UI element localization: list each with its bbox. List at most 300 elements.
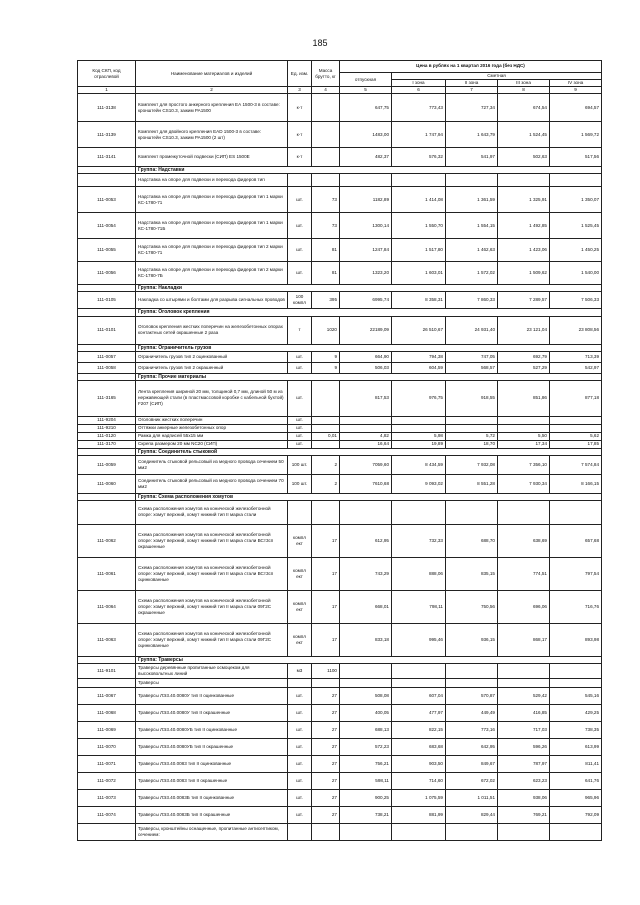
price-release: 6995,74	[340, 292, 392, 309]
price-zone-4	[550, 679, 602, 688]
item-name: Оголовок крепления жестких поперечин на железобетонных опорах контактных сетей окрашенные 2 раза	[136, 316, 288, 344]
item-mass	[312, 824, 340, 841]
table-row	[78, 424, 602, 432]
price-zone-3	[498, 424, 550, 432]
price-zone-3	[498, 174, 550, 187]
price-table	[77, 60, 602, 841]
page-number: 185	[312, 38, 328, 48]
table-row	[78, 773, 602, 790]
header-zone-4: IV зона	[550, 80, 602, 87]
price-zone-2: 849,67	[446, 756, 498, 773]
price-zone-4	[550, 174, 602, 187]
table-row	[78, 455, 602, 474]
header-index-row	[78, 87, 602, 94]
table-row	[78, 187, 602, 213]
group-row	[78, 167, 602, 174]
item-unit: шт.	[288, 807, 312, 824]
price-zone-2: 1 554,15	[446, 213, 498, 239]
item-unit: шт.	[288, 424, 312, 432]
price-zone-4: 1 569,72	[550, 122, 602, 148]
item-code: 111-0069	[78, 722, 136, 739]
item-name: Надставка на опоре для подвески и перехода фидеров тип 1 марки КС-1780-71	[136, 187, 288, 213]
item-mass: 81	[312, 262, 340, 285]
table-row	[78, 432, 602, 440]
item-unit: шт.	[288, 351, 312, 362]
price-zone-4: 716,76	[550, 590, 602, 623]
price-zone-2: 570,87	[446, 688, 498, 705]
item-unit: т	[288, 316, 312, 344]
item-code	[78, 500, 136, 524]
price-zone-3: 938,06	[498, 790, 550, 807]
group-title: Группа: Прочие материалы	[136, 373, 602, 380]
price-zone-4	[550, 500, 602, 524]
index-cell: 9	[550, 87, 602, 94]
item-unit: шт.	[288, 380, 312, 416]
group-title: Группа: Оголовок крепления	[136, 309, 602, 316]
price-zone-3: 416,85	[498, 705, 550, 722]
table-row	[78, 557, 602, 590]
price-zone-3	[498, 664, 550, 679]
item-code: 111-0073	[78, 790, 136, 807]
item-code: 111-0064	[78, 590, 136, 623]
item-code: 111-0101	[78, 316, 136, 344]
price-zone-4: 8 166,15	[550, 474, 602, 493]
price-zone-4: 7 574,84	[550, 455, 602, 474]
item-mass	[312, 122, 340, 148]
price-zone-2: 773,16	[446, 722, 498, 739]
item-mass: 2	[312, 474, 340, 493]
price-zone-1: 798,11	[392, 590, 446, 623]
item-name: Траверсы ЛЭ3.40.0080УБ тип II окрашенные	[136, 739, 288, 756]
item-name: Схема расположения хомутов на конической железобетонной опоре: хомут верхний, хомут нижний тип II марка стали	[136, 500, 288, 524]
table-row	[78, 148, 602, 167]
item-unit: компл ект	[288, 590, 312, 623]
item-mass: 81	[312, 239, 340, 262]
table-row	[78, 174, 602, 187]
table-row	[78, 664, 602, 679]
group-code-cell	[78, 309, 136, 316]
item-name: Траверсы деревянные пропитанные осмоцеком для высоковольтных линий	[136, 664, 288, 679]
item-unit: 100 компл	[288, 292, 312, 309]
price-zone-1: 607,04	[392, 688, 446, 705]
group-code-cell	[78, 344, 136, 351]
item-mass	[312, 380, 340, 416]
item-mass: 27	[312, 705, 340, 722]
price-zone-3: 7 289,57	[498, 292, 550, 309]
item-code: 111-0067	[78, 688, 136, 705]
price-release: 647,75	[340, 94, 392, 122]
item-unit: компл ект	[288, 557, 312, 590]
table-row	[78, 623, 602, 656]
price-zone-4: 545,16	[550, 688, 602, 705]
item-code: 111-0062	[78, 524, 136, 557]
price-zone-1: 995,46	[392, 623, 446, 656]
header-code: Код СКП, код отраслевой	[78, 61, 136, 87]
table-row	[78, 790, 602, 807]
table-row	[78, 824, 602, 841]
price-zone-1: 9 093,02	[392, 474, 446, 493]
table-row	[78, 292, 602, 309]
item-code: 111-9101	[78, 664, 136, 679]
item-unit: к-т	[288, 94, 312, 122]
header-zone-2: II зона	[446, 80, 498, 87]
item-name: Надставка на опоре для подвески и перехода фидеров тип 1 марки КС-1780-71Б	[136, 213, 288, 239]
item-code: 111-9210	[78, 424, 136, 432]
table-row	[78, 416, 602, 424]
table-row	[78, 316, 602, 344]
price-zone-4: 429,25	[550, 705, 602, 722]
price-zone-1	[392, 679, 446, 688]
item-code: 111-0071	[78, 756, 136, 773]
price-release: 833,18	[340, 623, 392, 656]
item-mass: 17	[312, 623, 340, 656]
item-name: Комплект промежуточной подвески (СИП) ES 1500Е	[136, 148, 288, 167]
price-zone-1: 604,59	[392, 362, 446, 373]
price-zone-1: 714,60	[392, 773, 446, 790]
price-zone-4: 1 540,00	[550, 262, 602, 285]
item-unit: шт.	[288, 773, 312, 790]
table-row	[78, 94, 602, 122]
price-zone-2: 835,15	[446, 557, 498, 590]
price-zone-4	[550, 664, 602, 679]
header-name: Наименование материалов и изделий	[136, 61, 288, 87]
item-code: 111-3139	[78, 122, 136, 148]
index-cell: 3	[288, 87, 312, 94]
item-code: 111-0057	[78, 351, 136, 362]
group-title: Группа: Схема расположения хомутов	[136, 493, 602, 500]
table-row	[78, 474, 602, 493]
group-row	[78, 493, 602, 500]
table-row	[78, 262, 602, 285]
price-zone-2: 1 361,59	[446, 187, 498, 213]
price-zone-1: 8 358,31	[392, 292, 446, 309]
price-zone-4: 694,57	[550, 94, 602, 122]
price-zone-2: 727,34	[446, 94, 498, 122]
header-zone-3: III зона	[498, 80, 550, 87]
price-zone-3	[498, 416, 550, 424]
item-code: 111-0053	[78, 187, 136, 213]
price-zone-1: 1 414,08	[392, 187, 446, 213]
item-name: Траверсы ЛЭ3.40.0080У тип II оцинкованные	[136, 688, 288, 705]
price-zone-1: 1 517,80	[392, 239, 446, 262]
item-code: 111-3165	[78, 380, 136, 416]
item-name: Траверсы ЛЭ3.40.0083Б тип II оцинкованные	[136, 790, 288, 807]
price-zone-4: 1 525,45	[550, 213, 602, 239]
price-zone-2	[446, 416, 498, 424]
price-zone-1: 976,75	[392, 380, 446, 416]
item-mass	[312, 500, 340, 524]
price-zone-2: 1 462,63	[446, 239, 498, 262]
price-zone-2: 5,72	[446, 432, 498, 440]
price-release	[340, 500, 392, 524]
price-zone-2: 642,95	[446, 739, 498, 756]
price-release: 668,01	[340, 590, 392, 623]
item-mass: 27	[312, 807, 340, 824]
price-zone-3: 1 509,62	[498, 262, 550, 285]
item-unit: к-т	[288, 148, 312, 167]
price-release	[340, 174, 392, 187]
price-zone-2: 750,56	[446, 590, 498, 623]
price-zone-4: 1 350,07	[550, 187, 602, 213]
price-zone-3: 1 492,85	[498, 213, 550, 239]
item-mass: 27	[312, 773, 340, 790]
price-zone-1: 888,06	[392, 557, 446, 590]
item-unit: шт.	[288, 722, 312, 739]
price-zone-4: 792,09	[550, 807, 602, 824]
price-release: 22189,09	[340, 316, 392, 344]
item-name: Скрепа размером 20 мм NC20 (СИП)	[136, 440, 288, 448]
item-mass: 27	[312, 739, 340, 756]
group-title: Группа: Соединитель стыковой	[136, 448, 602, 455]
item-unit	[288, 679, 312, 688]
item-code: 111-3141	[78, 148, 136, 167]
item-code	[78, 679, 136, 688]
price-zone-4: 7 506,33	[550, 292, 602, 309]
price-release: 572,23	[340, 739, 392, 756]
table-row	[78, 122, 602, 148]
item-code: 111-0058	[78, 362, 136, 373]
item-code	[78, 824, 136, 841]
price-zone-1: 683,68	[392, 739, 446, 756]
price-zone-3	[498, 500, 550, 524]
item-mass: 1020	[312, 316, 340, 344]
price-release: 508,08	[340, 688, 392, 705]
item-code: 111-0074	[78, 807, 136, 824]
price-zone-4: 23 808,56	[550, 316, 602, 344]
item-mass: 73	[312, 213, 340, 239]
group-title: Группа: Ограничитель грузов	[136, 344, 602, 351]
price-zone-4	[550, 424, 602, 432]
price-zone-3	[498, 824, 550, 841]
price-zone-2: 24 931,40	[446, 316, 498, 344]
header-release: отпускная	[340, 73, 392, 87]
item-name: Надставка на опоре для подвески и перехода фидеров тип	[136, 174, 288, 187]
price-zone-3: 868,17	[498, 623, 550, 656]
index-cell: 2	[136, 87, 288, 94]
item-mass: 27	[312, 722, 340, 739]
table-row	[78, 756, 602, 773]
header-mass: Масса брутто, кг	[312, 61, 340, 87]
item-unit: шт.	[288, 262, 312, 285]
item-unit	[288, 824, 312, 841]
item-unit: 100 шт.	[288, 474, 312, 493]
price-release	[340, 664, 392, 679]
price-zone-3: 23 121,04	[498, 316, 550, 344]
item-unit: шт.	[288, 416, 312, 424]
price-release: 598,11	[340, 773, 392, 790]
price-zone-1: 732,33	[392, 524, 446, 557]
price-zone-1: 822,15	[392, 722, 446, 739]
item-unit: шт.	[288, 739, 312, 756]
price-zone-2: 8 551,28	[446, 474, 498, 493]
price-zone-1	[392, 824, 446, 841]
price-zone-3: 527,29	[498, 362, 550, 373]
price-zone-1	[392, 424, 446, 432]
item-name: Накладка со штырями и болтами для разрыва сигнальных проводов	[136, 292, 288, 309]
price-release: 900,25	[340, 790, 392, 807]
item-name: Траверсы ЛЭ3.40.0080У тип II окрашенные	[136, 705, 288, 722]
price-zone-3: 717,03	[498, 722, 550, 739]
price-zone-4: 17,85	[550, 440, 602, 448]
item-name: Ограничитель грузов тип 2 оцинкованный	[136, 351, 288, 362]
price-zone-1	[392, 416, 446, 424]
price-zone-3: 674,54	[498, 94, 550, 122]
table-header	[78, 61, 602, 94]
price-zone-1	[392, 500, 446, 524]
price-release: 7610,68	[340, 474, 392, 493]
price-zone-2	[446, 424, 498, 432]
price-release: 506,03	[340, 362, 392, 373]
price-zone-3: 5,50	[498, 432, 550, 440]
header-price-title: Цена в рублях на 1 квартал 2016 года (без НДС)	[340, 61, 602, 73]
price-release	[340, 679, 392, 688]
table-row	[78, 739, 602, 756]
price-zone-4: 797,54	[550, 557, 602, 590]
item-code: 111-0120	[78, 432, 136, 440]
item-unit: шт.	[288, 213, 312, 239]
item-mass	[312, 416, 340, 424]
item-name: Траверсы ЛЭ3.40.0083 тип II оцинкованные	[136, 756, 288, 773]
price-release	[340, 824, 392, 841]
price-zone-3: 7 930,34	[498, 474, 550, 493]
price-release: 7059,60	[340, 455, 392, 474]
price-release: 664,90	[340, 351, 392, 362]
item-mass	[312, 440, 340, 448]
price-zone-2	[446, 824, 498, 841]
item-mass	[312, 94, 340, 122]
item-mass: 27	[312, 756, 340, 773]
group-code-cell	[78, 167, 136, 174]
group-row	[78, 373, 602, 380]
price-zone-1: 773,43	[392, 94, 446, 122]
table-row	[78, 524, 602, 557]
item-name: Оттяжки анкерные железобетонных опор	[136, 424, 288, 432]
price-zone-3: 623,23	[498, 773, 550, 790]
item-code: 111-0068	[78, 705, 136, 722]
price-release: 1323,20	[340, 262, 392, 285]
group-code-cell	[78, 656, 136, 663]
price-zone-4: 613,99	[550, 739, 602, 756]
header-estimated: Сметная	[392, 73, 602, 80]
item-name: Оголовник жестких поперечин	[136, 416, 288, 424]
item-unit: шт.	[288, 362, 312, 373]
item-unit: шт.	[288, 688, 312, 705]
price-zone-3: 7 356,10	[498, 455, 550, 474]
price-zone-1: 903,50	[392, 756, 446, 773]
table-row	[78, 351, 602, 362]
item-name: Рамка для надписей 55х15 мм	[136, 432, 288, 440]
price-zone-4: 542,97	[550, 362, 602, 373]
group-row	[78, 344, 602, 351]
price-zone-3: 692,79	[498, 351, 550, 362]
item-mass	[312, 174, 340, 187]
price-zone-2	[446, 500, 498, 524]
price-release	[340, 416, 392, 424]
item-code: 111-0105	[78, 292, 136, 309]
index-cell: 7	[446, 87, 498, 94]
group-row	[78, 285, 602, 292]
price-zone-3: 787,97	[498, 756, 550, 773]
item-name: Схема расположения хомутов на конической железобетонной опоре: хомут верхний, хомут нижний тип II марка стали ВСт3сп окрашенные	[136, 524, 288, 557]
group-title: Группа: Надставки	[136, 167, 602, 174]
item-code: 111-0055	[78, 239, 136, 262]
price-release: 400,05	[340, 705, 392, 722]
price-zone-2: 747,05	[446, 351, 498, 362]
item-mass: 1100	[312, 664, 340, 679]
price-zone-3: 529,42	[498, 688, 550, 705]
price-zone-3: 1 325,91	[498, 187, 550, 213]
price-release: 1483,00	[340, 122, 392, 148]
index-cell: 1	[78, 87, 136, 94]
item-code: 111-0072	[78, 773, 136, 790]
price-zone-2: 1 643,79	[446, 122, 498, 148]
item-unit: компл ект	[288, 623, 312, 656]
price-zone-3: 851,86	[498, 380, 550, 416]
item-name: Соединитель стыковой рельсовый из медного провода сечением 50 мм2	[136, 455, 288, 474]
price-zone-2: 672,02	[446, 773, 498, 790]
price-zone-3: 769,21	[498, 807, 550, 824]
price-zone-4: 5,62	[550, 432, 602, 440]
item-name: Ограничитель грузов тип 2 окрашенный	[136, 362, 288, 373]
item-mass: 27	[312, 688, 340, 705]
index-cell: 4	[312, 87, 340, 94]
table-row	[78, 688, 602, 705]
price-zone-3: 17,34	[498, 440, 550, 448]
price-zone-2: 1 572,02	[446, 262, 498, 285]
item-code: 111-0054	[78, 213, 136, 239]
table-row	[78, 380, 602, 416]
item-name: Траверсы ЛЭ3.40.0083 тип II окрашенные	[136, 773, 288, 790]
item-code: 111-0056	[78, 262, 136, 285]
price-zone-4: 738,35	[550, 722, 602, 739]
price-zone-2	[446, 679, 498, 688]
item-mass: 17	[312, 524, 340, 557]
price-zone-2: 7 860,33	[446, 292, 498, 309]
price-zone-2	[446, 664, 498, 679]
price-zone-2: 7 932,08	[446, 455, 498, 474]
price-release: 1247,84	[340, 239, 392, 262]
price-release: 1182,89	[340, 187, 392, 213]
price-zone-1	[392, 664, 446, 679]
price-release	[340, 424, 392, 432]
item-mass	[312, 424, 340, 432]
item-unit: м3	[288, 664, 312, 679]
item-unit: шт.	[288, 432, 312, 440]
item-code: 111-0063	[78, 623, 136, 656]
table-row	[78, 705, 602, 722]
price-zone-2: 1 011,51	[446, 790, 498, 807]
price-zone-4	[550, 416, 602, 424]
price-zone-4: 877,18	[550, 380, 602, 416]
group-code-cell	[78, 448, 136, 455]
item-name: Лента крепления шириной 20 мм, толщиной 0,7 мм, длиной 50 м из нержавеющей стали (в пластмассовой коробке с кабельной бухтой) F207 (СИП)	[136, 380, 288, 416]
item-unit: шт.	[288, 790, 312, 807]
price-zone-1: 19,89	[392, 440, 446, 448]
item-name: Траверсы ЛЭ3.40.0080УБ тип II оцинкованные	[136, 722, 288, 739]
item-mass: 17	[312, 557, 340, 590]
price-release: 612,95	[340, 524, 392, 557]
price-release: 743,29	[340, 557, 392, 590]
item-name: Комплект для двойного крепления ЕAD 1500-3 в составе: кронштейн CS10.3, зажим PA1500 (2 шт)	[136, 122, 288, 148]
price-zone-3: 638,69	[498, 524, 550, 557]
price-zone-1: 794,38	[392, 351, 446, 362]
item-code: 111-3138	[78, 94, 136, 122]
table-row	[78, 500, 602, 524]
price-zone-1: 1 747,94	[392, 122, 446, 148]
price-zone-1: 1 603,01	[392, 262, 446, 285]
group-row	[78, 448, 602, 455]
item-unit: 100 шт.	[288, 455, 312, 474]
